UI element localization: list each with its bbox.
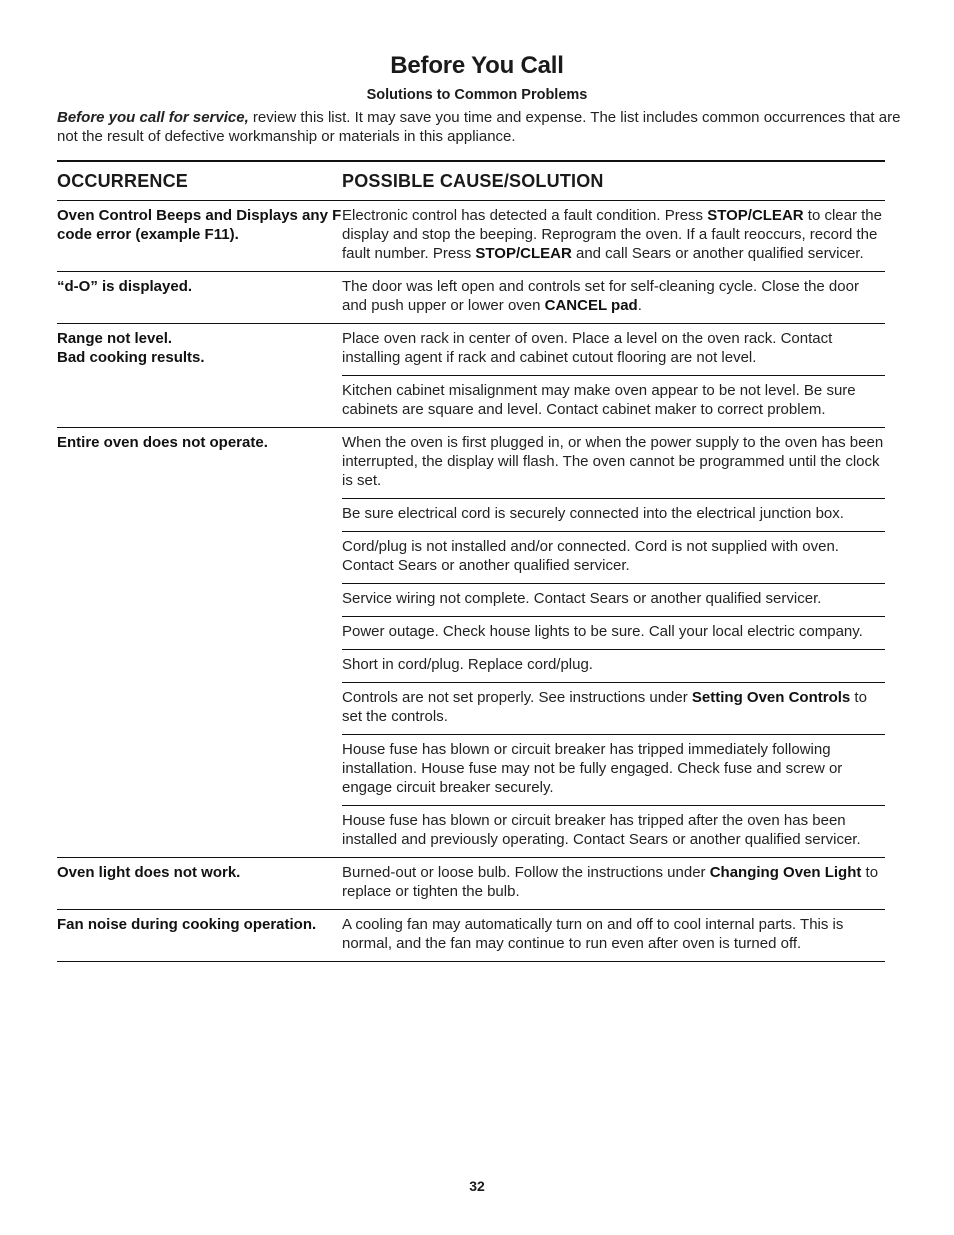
solution-text: House fuse has blown or circuit breaker has tripped immediately following installation. House fuse may not be fully engaged. Check fuse and screw or engage circuit breaker securely. [342,741,843,796]
solution-item [342,682,885,734]
solution-item [342,324,885,375]
solution-text: When the oven is first plugged in, or when the power supply to the oven has been interrupted, the display will flash. The oven cannot be programmed until the clock is set. [342,434,884,489]
solution-emphasis: STOP/CLEAR [707,207,804,224]
solutions-cell [342,272,885,323]
occurrence-text: Range not level. [57,330,173,347]
table-row [57,272,885,324]
solution-item [342,805,885,857]
solution-emphasis: CANCEL pad [544,297,638,314]
solution-item [342,649,885,682]
table-row [57,201,885,272]
occurrence-cell [57,428,342,857]
solution-emphasis: Changing Oven Light [709,864,862,881]
solution-item [342,734,885,805]
solution-item [342,201,885,271]
solution-text: Controls are not set properly. See instructions under [342,689,692,706]
occurrence-text: Bad cooking results. [57,349,205,366]
occurrence-text: Entire oven does not operate. [57,434,268,451]
header-solution: POSSIBLE CAUSE/SOLUTION [342,170,604,191]
table-row [57,428,885,858]
table-body [57,201,885,962]
solutions-cell [342,201,885,271]
page-subtitle: Solutions to Common Problems [366,87,588,103]
occurrence-cell [57,201,342,271]
solutions-cell [342,910,885,961]
occurrence-text: Oven Control Beeps and Displays any F code error (example F11). [57,207,342,243]
solution-text: Place oven rack in center of oven. Place a level on the oven rack. Contact installing agent if rack and cabinet cutout flooring are not level. [342,330,833,366]
solution-text: and call Sears or another qualified servicer. [571,245,864,262]
solution-text: A cooling fan may automatically turn on and off to cool internal parts. This is normal, and the fan may continue to run even after oven is turned off. [342,916,844,952]
solution-text: Kitchen cabinet misalignment may make oven appear to be not level. Be sure cabinets are square and level. Contact cabinet maker to correct problem. [342,382,856,418]
solution-text: Service wiring not complete. Contact Sears or another qualified servicer. [342,590,822,607]
page-number: 32 [469,1178,485,1194]
solution-text: Power outage. Check house lights to be sure. Call your local electric company. [342,623,863,640]
solutions-cell [342,324,885,427]
table-header [57,162,885,201]
solution-item [342,428,885,498]
intro-paragraph [57,108,907,146]
intro-lead: Before you call for service, [57,109,249,126]
table-row [57,324,885,428]
solution-text: . [637,297,642,314]
occurrence-cell [57,324,342,427]
occurrence-text: “d-O” is displayed. [57,278,193,295]
solution-emphasis: STOP/CLEAR [475,245,572,262]
solution-item [342,375,885,427]
occurrence-cell [57,272,342,323]
page-title: Before You Call [390,52,564,79]
solution-item [342,531,885,583]
solution-item [342,583,885,616]
solution-item [342,910,885,961]
solution-item [342,616,885,649]
solution-text: Electronic control has detected a fault condition. Press [342,207,708,224]
solution-text: The door was left open and controls set for self-cleaning cycle. Close the door and push upper or lower oven [342,278,859,314]
solution-item [342,272,885,323]
occurrence-text: Oven light does not work. [57,864,241,881]
table-row [57,910,885,962]
solutions-cell [342,428,885,857]
solution-item [342,498,885,531]
solution-text: Burned-out or loose bulb. Follow the instructions under [342,864,710,881]
header-occurrence: OCCURRENCE [57,170,189,191]
occurrence-cell [57,858,342,909]
occurrence-text: Fan noise during cooking operation. [57,916,317,933]
solution-text: Cord/plug is not installed and/or connected. Cord is not supplied with oven. Contact Sears or another qualified servicer. [342,538,839,574]
solution-emphasis: Setting Oven Controls [691,689,851,706]
solution-text: Short in cord/plug. Replace cord/plug. [342,656,593,673]
occurrence-cell [57,910,342,961]
solution-text: House fuse has blown or circuit breaker has tripped after the oven has been installed and previously operating. Contact Sears or another qualified servicer. [342,812,861,848]
troubleshooting-table [57,160,885,962]
solution-text: to set the controls. [342,689,867,725]
solution-text: Be sure electrical cord is securely connected into the electrical junction box. [342,505,844,522]
solution-text: to clear the display and stop the beeping. Reprogram the oven. If a fault reoccurs, record the fault number. Press [342,207,882,262]
solutions-cell [342,858,885,909]
table-row [57,858,885,910]
intro-text: review this list. It may save you time and expense. The list includes common occurrences that are not the result of defective workmanship or materials in this appliance. [57,109,901,145]
solution-item [342,858,885,909]
solution-text: to replace or tighten the bulb. [342,864,879,900]
